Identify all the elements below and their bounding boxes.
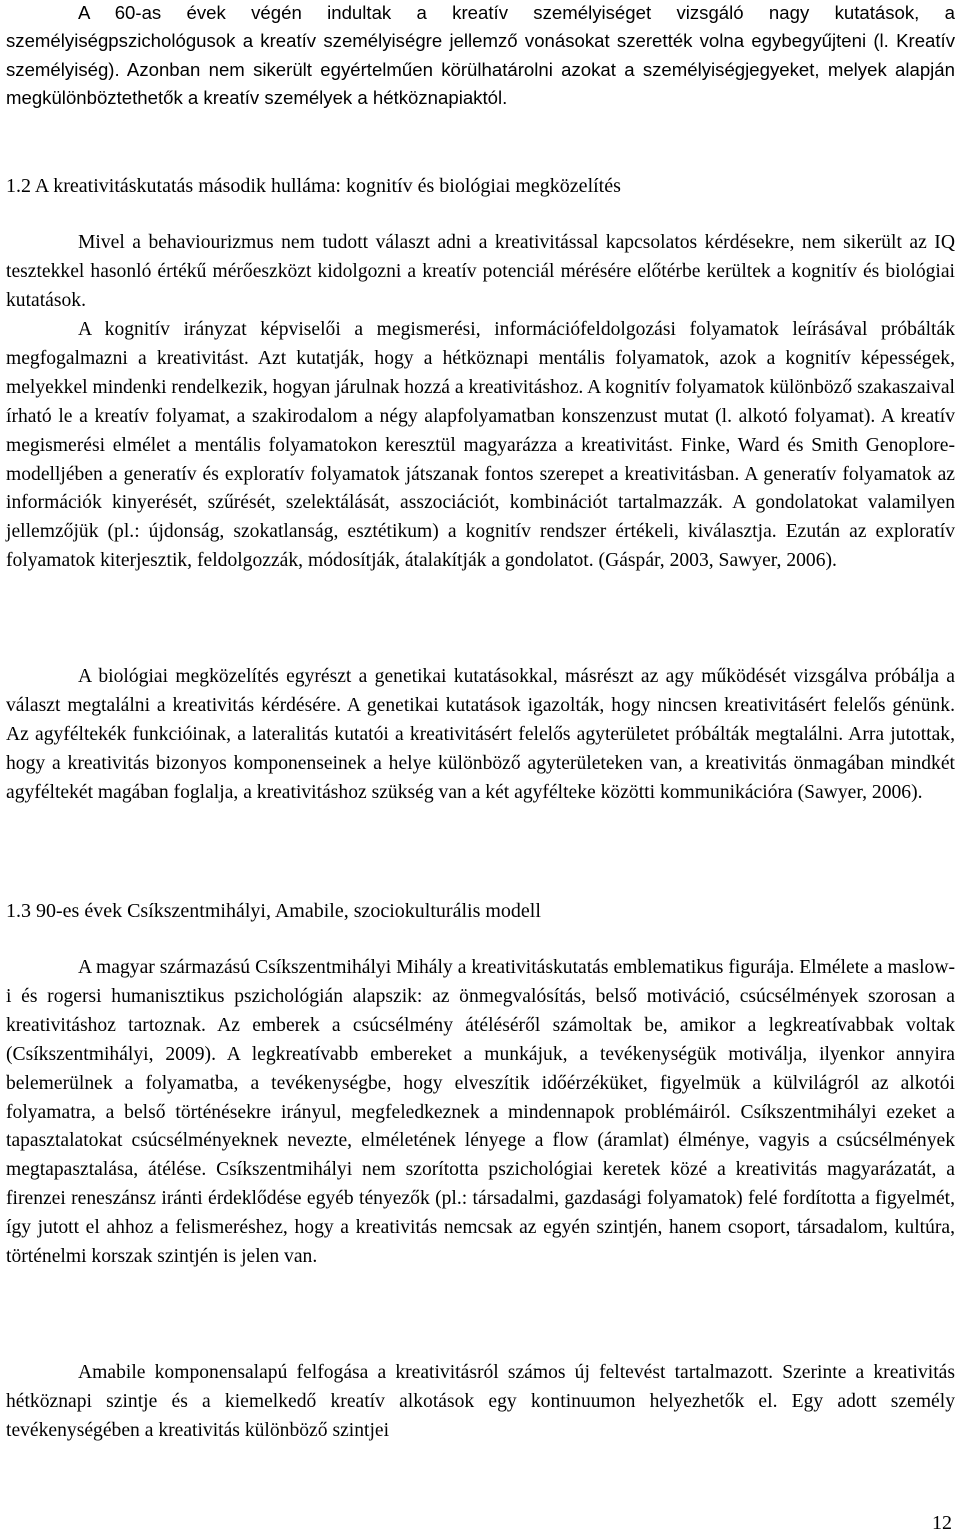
page-number: 12 <box>932 1512 952 1534</box>
paragraph-biological: A biológiai megközelítés egyrészt a genetikai kutatásokkal, másrészt az agy működését vizsgálva próbálja a választ megtalálni a kreativitás kérdésére. A genetikai kutatások igazolták, hogy nincsen kreativitásért felelős génünk. Az agyféltekék funkcióinak, a lateralitás kutatói a kreativitásért felelős agyterületet próbálták megtalálni. Arra jutottak, hogy a kreativitás bizonyos komponenseinek a helye különböző agyterületeken van, a kreativitás önmagában mindkét agyféltekét magában foglalja, a kreativitáshoz szükség van a két agyfélteke közötti kommunikációra (Sawyer, 2006). <box>6 666 955 803</box>
section-heading-1-3: 1.3 90-es évek Csíkszentmihályi, Amabile, szociokulturális modell <box>6 900 541 922</box>
paragraph-amabile: Amabile komponensalapú felfogása a kreativitásról számos új feltevést tartalmazott. Szerinte a kreativitás hétköznapi szintje és a kiemelkedő kreatív alkotások egy kontinuumon helyezhetők el. Egy adott személy tevékenységében a kreativitás különböző szintjei <box>6 1362 955 1441</box>
paragraph-cognitive: A kognitív irányzat képviselői a megismerési, információfeldolgozási folyamatok leírásával próbálták megfogalmazni a kreativitást. Azt kutatják, hogy a hétköznapi mentális folyamatok, azok a kognitív képességek, melyekkel mindenki rendelkezik, hogyan járulnak hozzá a kreativitáshoz. A kognitív folyamatok különböző szakaszaival írható le a kreatív folyamat, a szakirodalom a négy alapfolyamatban konszenzust mutat (l. alkotó folyamat). A kreatív megismerési elmélet a mentális folyamatokon keresztül magyarázza a kreativitást. Finke, Ward és Smith Genoplore-modelljében a generatív és exploratív folyamatok játszanak fontos szerepet a kreativitásban. A generatív folyamatok az információk kinyerését, szűrését, szelektálását, asszociációt, kombinációt tartalmazzák. A gondolatokat valamilyen jellemzőjük (pl.: újdonság, szokatlanság, esztétikum) a kognitív rendszer értékeli, kiválasztja. Ezután az exploratív folyamatok kiterjesztik, feldolgozzák, módosítják, átalakítják a gondolatot. (Gáspár, 2003, Sawyer, 2006). <box>6 319 955 572</box>
paragraph-behaviourism: Mivel a behaviourizmus nem tudott választ adni a kreativitással kapcsolatos kérdésekre, nem sikerült az IQ tesztekkel hasonló értékű mérőeszközt kidolgozni a kreatív potenciál mérésére előtérbe kerültek a kognitív és biológiai kutatások. <box>6 232 955 311</box>
intro-paragraph: A 60-as évek végén indultak a kreatív személyiséget vizsgáló nagy kutatások, a személyiségpszichológusok a kreatív személyiségre jellemző vonásokat szerették volna egybegyűjteni (l. Kreatív személyiség). Azonban nem sikerült egyértelműen körülhatárolni azokat a személyiségjegyeket, melyek alapján megkülönböztethetők a kreatív személyek a hétköznapiaktól. <box>6 2 955 109</box>
paragraph-csikszentmihalyi: A magyar származású Csíkszentmihályi Mihály a kreativitáskutatás emblematikus figurája. Elmélete a maslow-i és rogersi humanisztikus pszichológián alapszik: az önmegvalósítás, belső motiváció, csúcsélmények szorosan a kreativitáshoz tartoznak. Az emberek a csúcsélmény átéléséről számoltak be, amikor a legkreatívabbak voltak (Csíkszentmihályi, 2009). A legkreatívabb embereket a munkájuk, a tevékenységük motiválja, ilyenkor annyira belemerülnek a folyamatba, a tevékenységbe, hogy elveszítik időérzéküket, figyelmük a külvilágról az alkotói folyamatra, a belső történésekre irányul, megfeledkeznek a mindennapok problémáiról. Csíkszentmihályi ezeket a tapasztalatokat csúcsélményeknek nevezte, elméletének lényege a flow (áramlat) élménye, vagyis a csúcsélmények megtapasztalása, átélése. Csíkszentmihályi nem szorította pszichológiai keretek közé a kreativitás magyarázatát, a firenzei reneszánsz iránti érdeklődése egyéb tényezők (pl.: társadalmi, gazdasági folyamatok) felé fordította a figyelmét, így jutott el ahhoz a felismeréshez, hogy a kreativitás nemcsak az egyén szintjén, hanem csoport, társadalom, kultúra, történelmi korszak szintjén is jelen van. <box>6 957 955 1268</box>
section-heading-1-2: 1.2 A kreativitáskutatás második hulláma: kognitív és biológiai megközelítés <box>6 175 621 197</box>
